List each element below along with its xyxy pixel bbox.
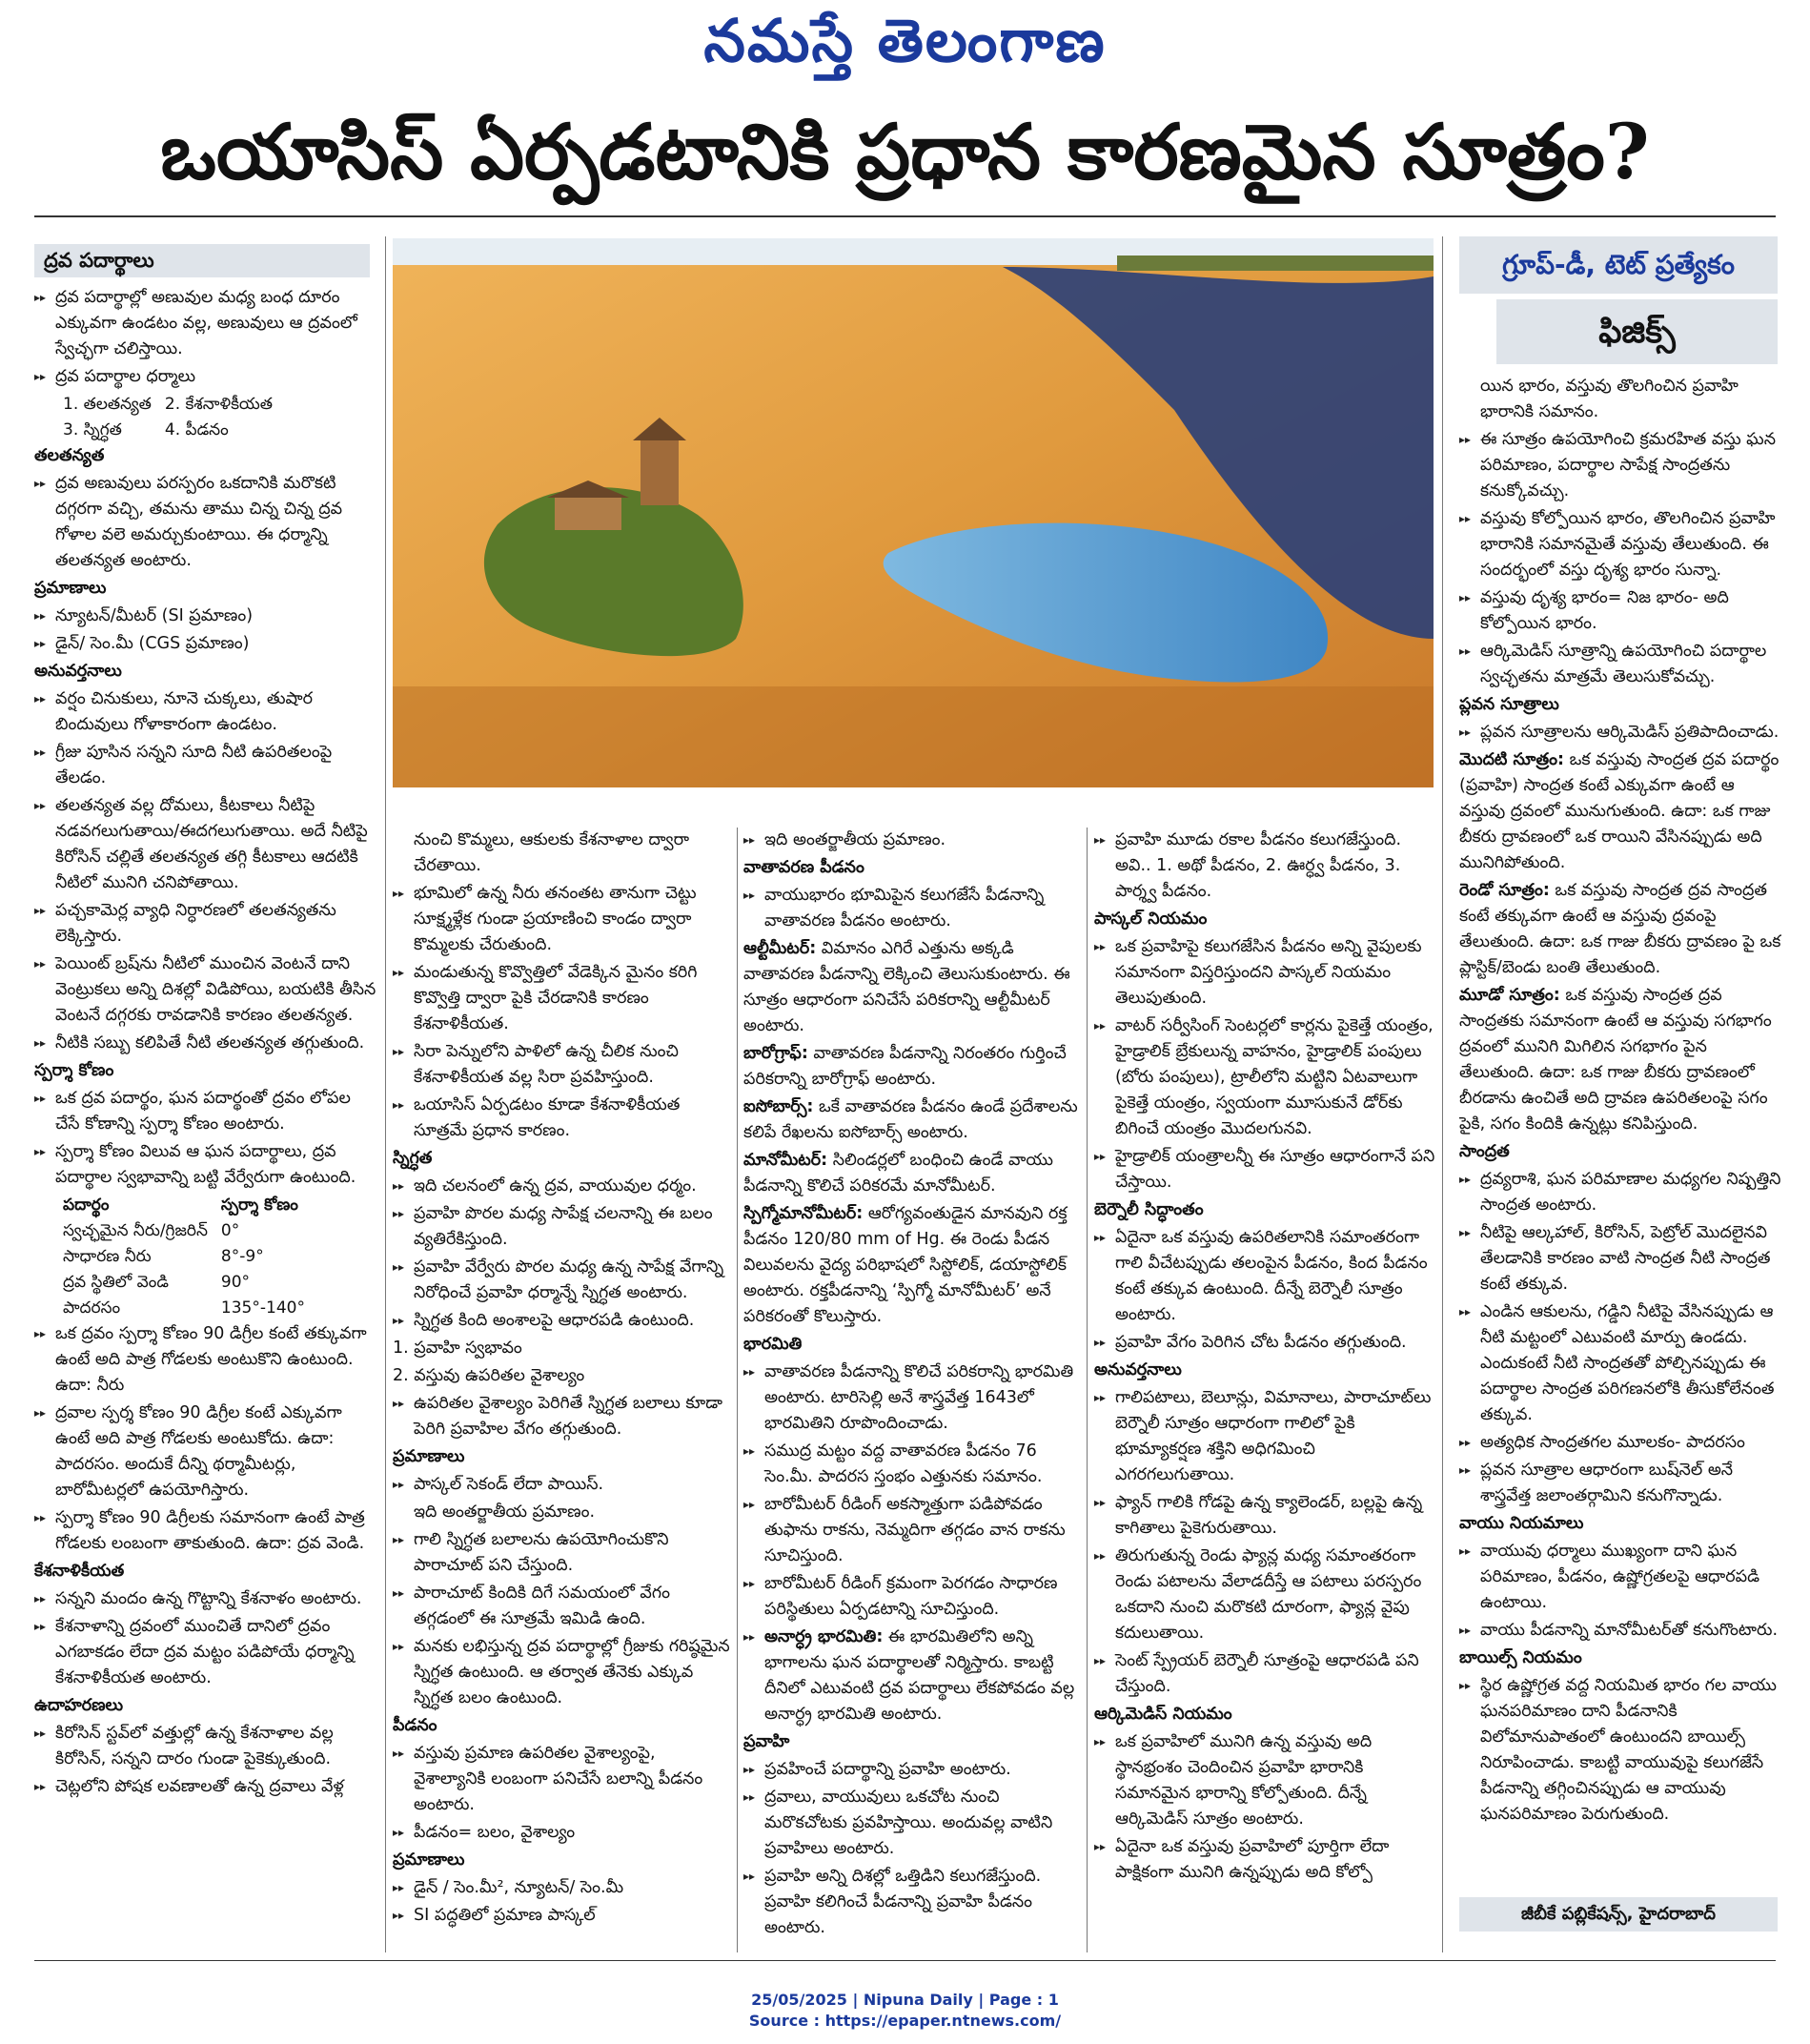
bullet: ▸▸ తిరుగుతున్న రెండు ఫ్యాన్ల మధ్య సమాంతరంగా రెండు పటాలను వేలాడదీస్తే ఆ పటాలు పరస్పరం ఒకదాని నుంచి మరొకటి దూరంగా, ఫ్యాన్ల వైపు కదులుతాయి. — [1094, 1543, 1435, 1646]
oasis-illustration — [393, 238, 1434, 787]
masthead-logo: నమస్తే తెలంగాణ — [703, 6, 1107, 75]
bullet: ▸▸ సముద్ర మట్టం వద్ద వాతావరణ పీడనం 76 సెం.మీ. పాదరస స్తంభం ఎత్తునకు సమానం. — [743, 1439, 1081, 1490]
subheading: ఉదాహరణలు — [34, 1696, 123, 1715]
column-5: యిన భారం, వస్తువు తొలగించిన ప్రవాహి భారానికి సమానం. ▸▸ ఈ సూత్రం ఉపయోగించి క్రమరహిత వస్తు ఘన పరిమాణం, పదార్థాల సాపేక్ష సాంద్రతను కనుక్కోవచ్చు. ▸▸ వస్తువు కోల్పోయిన భారం, తొలగించిన ప్రవాహి భారానికి సమానమైతే వస్తువు తేలుతుంది. ఈ సందర్భంలో వస్తు దృశ్య భారం సున్నా. ▸▸ వస్తువు దృశ్య భారం= నిజ భారం- అది కోల్పోయిన భారం. ▸▸ ఆర్కిమెడిస్ సూత్రాన్ని ఉపయోగించి పదార్థాల స్వచ్ఛతను మాత్రమే తెలుసుకోవచ్చు. ప్లవన సూత్రాలు ▸▸ ప్లవన సూత్రాలను ఆర్కిమెడిస్ ప్రతిపాదించాడు. మొదటి సూత్రం: ఒక వస్తువు సాంద్రత ద్రవ పదార్థం (ప్రవాహి) సాంద్రత కంటే ఎక్కువగా ఉంటే ఆ వస్తువు ద్రవంలో మునుగుతుంది. ఉదా: ఒక గాజు బీకరు ద్రావణంలో ఒక రాయిని వేసినప్పుడు అది మునిగిపోతుంది. రెండో సూత్రం: ఒక వస్తువు సాంద్రత ద్రవ సాంద్రత కంటే తక్కువగా ఉంటే ఆ వస్తువు ద్రవంపై తేలుతుంది. ఉదా: ఒక గాజు బీకరు ద్రావణం పై ఒక ప్లాస్టిక్/బెండు బంతి తేలుతుంది. మూడో సూత్రం: ఒక వస్తువు సాంద్రత ద్రవ సాంద్రతకు సమానంగా ఉంటే ఆ వస్తువు సగభాగం ద్రవంలో మునిగి మిగిలిన సగభాగం పైన తేలుతుంది. ఉదా: ఒక గాజు బీకరు ద్రావణంలో బీరడాను ఉంచితే అది ద్రావణ ఉపరితలంపై సగం పైకి, సగం కిందికి ఉన్నట్లు కనిపిస్తుంది. సాంద్రత ▸▸ ద్రవ్యరాశి, ఘన పరిమాణాల మధ్యగల నిష్పత్తిని సాంద్రత అంటారు. ▸▸ నీటిపై ఆల్కహాల్, కిరోసిన్, పెట్రోల్ మొదలైనవి తేలడానికి కారణం వాటి సాంద్రత నీటి సాంద్రత కంటే తక్కువ. ▸▸ ఎండిన ఆకులను, గడ్డిని నీటిపై వేసినప్పుడు ఆ నీటి మట్టంలో ఎటువంటి మార్పు ఉండదు. ఎందుకంటే నీటి సాంద్రతతో పోల్చినప్పుడు ఈ పదార్థాల సాంద్రత పరిగణనలోకి తీసుకోలేనంత తక్కువ. ▸▸ అత్యధిక సాంద్రతగల మూలకం- పాదరసం ▸▸ ప్లవన సూత్రాల ఆధారంగా బుష్‌నెల్ అనే శాస్త్రవేత్త జలాంతర్గామిని కనుగొన్నాడు. వాయు నియమాలు ▸▸ వాయువు ధర్మాలు ముఖ్యంగా దాని ఘన పరిమాణం, పీడనం, ఉష్ణోగ్రతలపై ఆధారపడి ఉంటాయి. ▸▸ వాయు పీడనాన్ని మానోమీటర్‌తో కనుగొంటారు. బాయిల్స్ నియమం ▸▸ స్థిర ఉష్ణోగ్రత వద్ద నియమిత భారం గల వాయు ఘనపరిమాణం దాని పీడనానికి విలోమానుపాతంలో ఉంటుందని బాయిల్స్ నిరూపించాడు. కాబట్టి వాయువుపై కలుగజేసే పీడనాన్ని తగ్గించినప్పుడు ఆ వాయువు ఘనపరిమాణం పెరుగుతుంది. — [1459, 374, 1781, 1891]
subheading: ప్రవాహి — [743, 1732, 790, 1751]
bullet: ▸▸ ఒక ద్రవం స్పర్శా కోణం 90 డిగ్రీల కంటే తక్కువగా ఉంటే అది పాత్ర గోడలకు అంటుకొని ఉంటుంది. ఉదా: నీరు — [34, 1321, 379, 1399]
bullet: ▸▸ ఒయాసిస్ ఏర్పడటం కూడా కేశనాళికీయత సూత్రమే ప్రధాన కారణం. — [393, 1093, 732, 1144]
subheading: బెర్నౌలీ సిద్ధాంతం — [1094, 1200, 1204, 1219]
footer-date-page: 25/05/2025 | Nipuna Daily | Page : 1 — [751, 1991, 1059, 2009]
subheading: ఆర్కిమెడిస్ నియమం — [1094, 1705, 1232, 1724]
subheading: పాస్కల్ నియమం — [1094, 910, 1208, 929]
properties-list: 1. తలతన్యత 2. కేశనాళికీయత 3. స్నిగ్ధత 4. పీడనం — [63, 395, 274, 439]
bullet: ▸▸ సెంట్ స్ప్రేయర్ బెర్నౌలీ సూత్రంపై ఆధారపడి పని చేస్తుంది. — [1094, 1648, 1435, 1700]
subheading: కేశనాళికీయత — [34, 1562, 125, 1581]
bullet: ▸▸ స్నిగ్ధత కింది అంశాలపై ఆధారపడి ఉంటుంది. — [393, 1308, 732, 1334]
bullet: ▸▸ స్పర్శా కోణం 90 డిగ్రీలకు సమానంగా ఉంటే పాత్ర గోడలకు లంబంగా తాకుతుంది. ఉదా: ద్రవ వెండి. — [34, 1505, 379, 1557]
paragraph: నుంచి కొమ్మలు, ఆకులకు కేశనాళాల ద్వారా చేరతాయి. — [414, 830, 689, 875]
page-headline: ఒయాసిస్ ఏర్పడటానికి ప్రధాన కారణమైన సూత్రం? — [160, 107, 1650, 196]
subheading: వాతావరణ పీడనం — [743, 858, 864, 877]
bullet: ▸▸ హైడ్రాలిక్ యంత్రాలన్నీ ఈ సూత్రం ఆధారంగానే పని చేస్తాయి. — [1094, 1144, 1435, 1196]
bullet: ▸▸ కేశనాళాన్ని ద్రవంలో ముంచితే దానిలో ద్రవం ఎగబాకడం లేదా ద్రవ మట్టం పడిపోయే ధర్మాన్ని కేశనాళికీయత అంటారు. — [34, 1614, 379, 1691]
bullet: ▸▸ ద్రవ పదార్థాల్లో అణువుల మధ్య బంధ దూరం ఎక్కువగా ఉండటం వల్ల, అణువులు ఆ ద్రవంలో స్వేచ్ఛగా చలిస్తాయి. — [34, 285, 379, 362]
bullet: ▸▸ ప్రవహించే పదార్థాన్ని ప్రవాహి అంటారు. — [743, 1757, 1081, 1783]
column-divider — [1442, 236, 1443, 1952]
oasis-photo — [393, 238, 1434, 787]
bullet: ▸▸ వస్తువు ప్రమాణ ఉపరితల వైశాల్యంపై, వైశాల్యానికి లంబంగా పనిచేసే బలాన్ని పీడనం అంటారు. — [393, 1741, 732, 1818]
bullet: ▸▸ బారోమీటర్ రీడింగ్ అకస్మాత్తుగా పడిపోవడం తుఫాను రాకను, నెమ్మదిగా తగ్గడం వాన రాకను సూచిస్తుంది. — [743, 1492, 1081, 1569]
bullet: ▸▸ వస్తువు కోల్పోయిన భారం, తొలగించిన ప్రవాహి భారానికి సమానమైతే వస్తువు తేలుతుంది. ఈ సందర్భంలో వస్తు దృశ్య భారం సున్నా. — [1459, 506, 1781, 583]
bullet: ▸▸ వాయుభారం భూమిపైన కలుగజేసే పీడనాన్ని వాతావరణ పీడనం అంటారు. — [743, 883, 1081, 934]
bullet: ▸▸ నీటికి సబ్బు కలిపితే నీటి తలతన్యత తగ్గుతుంది. — [34, 1031, 379, 1056]
bullet: ▸▸ పచ్చకామెర్ల వ్యాధి నిర్ధారణలో తలతన్యతను లెక్కిస్తారు. — [34, 898, 379, 950]
bullet: ▸▸ వస్తువు దృశ్య భారం= నిజ భారం- అది కోల్పోయిన భారం. — [1459, 585, 1781, 637]
bullet: ▸▸ ఇది చలనంలో ఉన్న ద్రవ, వాయువుల ధర్మం. — [393, 1174, 732, 1199]
bullet: ▸▸ చెట్లలోని పోషక లవణాలతో ఉన్న ద్రవాలు వేళ్ల — [34, 1774, 379, 1800]
bullet: ▸▸ పాస్కల్ సెకండ్ లేదా పాయిస్. — [393, 1472, 732, 1498]
column-divider — [385, 236, 386, 1952]
subheading: బాయిల్స్ నియమం — [1459, 1648, 1582, 1667]
column-divider — [1087, 828, 1088, 1952]
bullet: ▸▸ గాలి స్నిగ్ధత బలాలను ఉపయోగించుకొని పారాచూట్ పని చేస్తుంది. — [393, 1527, 732, 1579]
subheading: ప్రమాణాలు — [34, 579, 107, 598]
bullet: ▸▸ ప్రవాహి వేర్వేరు పొరల మధ్య ఉన్న సాపేక్ష వేగాన్ని నిరోధించే ప్రవాహి ధర్మాన్నే స్నిగ్ధత అంటారు. — [393, 1255, 732, 1306]
footer-source-link[interactable]: Source : https://epaper.ntnews.com/ — [748, 2012, 1062, 2030]
bullet: ▸▸ ప్లవన సూత్రాల ఆధారంగా బుష్‌నెల్ అనే శాస్త్రవేత్త జలాంతర్గామిని కనుగొన్నాడు. — [1459, 1458, 1781, 1509]
bullet: ▸▸ ప్రవాహి అన్ని దిశల్లో ఒత్తిడిని కలుగజేస్తుంది. ప్రవాహి కలిగించే పీడనాన్ని ప్రవాహి పీడనం అంటారు. — [743, 1864, 1081, 1941]
bullet: ▸▸ ద్రవాలు, వాయువులు ఒకచోట నుంచి మరొకచోటకు ప్రవహిస్తాయి. అందువల్ల వాటిని ప్రవాహిలు అంటారు. — [743, 1785, 1081, 1862]
column-divider — [737, 828, 738, 1952]
subheading: అనువర్తనాలు — [1094, 1360, 1182, 1380]
bullet: ▸▸ సిరా పెన్నులోని పాళిలో ఉన్న చీలిక నుంచి కేశనాళికీయత వల్ల సిరా ప్రవహిస్తుంది. — [393, 1039, 732, 1091]
column-1 — [34, 244, 379, 1958]
contact-angle-table: పదార్థం స్పర్శా కోణం స్వచ్ఛమైన నీరు/గ్రిజరిన్ 0° సాధారణ నీరు 8°-9° ద్రవ స్థితిలో వెండి 90° పాదరసం 135°-140° — [63, 1196, 305, 1318]
subheading: వాయు నియమాలు — [1459, 1514, 1584, 1533]
bullet: ▸▸ ఒక ద్రవ పదార్థం, ఘన పదార్థంతో ద్రవం లోపల చేసే కోణాన్ని స్పర్శా కోణం అంటారు. — [34, 1086, 379, 1137]
bullet: ▸▸ ద్రవ్యరాశి, ఘన పరిమాణాల మధ్యగల నిష్పత్తిని సాంద్రత అంటారు. — [1459, 1167, 1781, 1218]
bullet: ▸▸ ప్రవాహి వేగం పెరిగిన చోట పీడనం తగ్గుతుంది. — [1094, 1330, 1435, 1356]
list-item: 2. వస్తువు ఉపరితల వైశాల్యం — [393, 1366, 585, 1385]
bullet: ▸▸ స్థిర ఉష్ణోగ్రత వద్ద నియమిత భారం గల వాయు ఘనపరిమాణం దాని పీడనానికి విలోమానుపాతంలో ఉంటుందని బాయిల్స్ నిరూపించాడు. కాబట్టి వాయువుపై కలుగజేసే పీడనాన్ని తగ్గించినప్పుడు ఆ వాయువు ఘనపరిమాణం పెరుగుతుంది. — [1459, 1673, 1781, 1828]
bullet: ▸▸ ద్రవ అణువులు పరస్పరం ఒకదానికి మరొకటి దగ్గరగా వచ్చి, తమను తాము చిన్న చిన్న ద్రవ గోళాల వలె అమర్చుకుంటాయి. ఈ ధర్మాన్ని తలతన్యత అంటారు. — [34, 471, 379, 574]
group-d-tet-tag: గ్రూప్-డీ, టెట్ ప్రత్యేకం — [1459, 236, 1778, 294]
subheading: భారమితి — [743, 1335, 803, 1354]
bullet: ▸▸ ఉపరితల వైశాల్యం పెరిగితే స్నిగ్ధత బలాలు కూడా పెరిగి ప్రవాహిల వేగం తగ్గుతుంది. — [393, 1391, 732, 1442]
bullet: ▸▸ ఇది అంతర్జాతీయ ప్రమాణం. — [743, 828, 1081, 853]
bullet: ▸▸ ఏదైనా ఒక వస్తువు ప్రవాహిలో పూర్తిగా లేదా పాక్షికంగా మునిగి ఉన్నప్పుడు అది కోల్పో — [1094, 1834, 1435, 1886]
bullet: ▸▸ పెయింట్ బ్రష్‌ను నీటిలో ముంచిన వెంటనే దాని వెంట్రుకలు అన్ని దిశల్లో విడిపోయి, బయటికి తీసిన వెంటనే దగ్గరకు రావడానికి కారణం తలతన్యత. — [34, 951, 379, 1029]
bullet: ▸▸ SI పద్ధతిలో ప్రమాణ పాస్కల్ — [393, 1903, 732, 1929]
bullet: ▸▸ సన్నని మందం ఉన్న గొట్టాన్ని కేశనాళం అంటారు. — [34, 1586, 379, 1612]
bullet: ▸▸ ఎండిన ఆకులను, గడ్డిని నీటిపై వేసినప్పుడు ఆ నీటి మట్టంలో ఎటువంటి మార్పు ఉండదు. ఎందుకంటే నీటి సాంద్రతతో పోల్చినప్పుడు ఈ పదార్థాల సాంద్రత పరిగణనలోకి తీసుకోలేనంత తక్కువ. — [1459, 1299, 1781, 1428]
bullet: ▸▸ ఈ సూత్రం ఉపయోగించి క్రమరహిత వస్తు ఘన పరిమాణం, పదార్థాల సాపేక్ష సాంద్రతను కనుక్కోవచ్చు. — [1459, 427, 1781, 504]
bullet: ▸▸ ఒక ప్రవాహిలో మునిగి ఉన్న వస్తువు అది స్థానభ్రంశం చెందించిన ప్రవాహి భారానికి సమానమైన భారాన్ని కోల్పోతుంది. దీన్నే ఆర్కిమెడిస్ సూత్రం అంటారు. — [1094, 1729, 1435, 1832]
subheading: ప్రమాణాలు — [393, 1850, 465, 1870]
section-box-liquids: ద్రవ పదార్థాలు — [34, 244, 370, 277]
paragraph: ఇది అంతర్జాతీయ ప్రమాణం. — [414, 1502, 596, 1522]
top-divider — [34, 215, 1776, 217]
bullet: ▸▸ అత్యధిక సాంద్రతగల మూలకం- పాదరసం — [1459, 1430, 1781, 1456]
bullet: ▸▸ గాలిపటాలు, బెలూన్లు, విమానాలు, పారాచూట్‌లు బెర్నౌలీ సూత్రం ఆధారంగా గాలిలో పైకి భూమ్యాకర్షణ శక్తిని అధిగమించి ఎగరగలుగుతాయి. — [1094, 1385, 1435, 1488]
subheading: అనువర్తనాలు — [34, 662, 122, 681]
bullet: ▸▸ వాటర్ సర్వీసింగ్ సెంటర్లలో కార్లను పైకెత్తే యంత్రం, హైడ్రాలిక్ బ్రేకులున్న వాహనం, హైడ్రాలిక్ పంపులు (బోరు పంపులు), ట్రాలీలోని మట్టిని ఏటవాలుగా పైకెత్తే యంత్రం, స్వయంగా మూసుకునే డోర్‌కు బిగించే యంత్రం మొదలగునవి. — [1094, 1013, 1435, 1142]
bullet: ▸▸ నీటిపై ఆల్కహాల్, కిరోసిన్, పెట్రోల్ మొదలైనవి తేలడానికి కారణం వాటి సాంద్రత నీటి సాంద్రత కంటే తక్కువ. — [1459, 1220, 1781, 1298]
physics-tag: ఫిజిక్స్ — [1496, 299, 1778, 364]
bullet: ▸▸ ప్లవన సూత్రాలను ఆర్కిమెడిస్ ప్రతిపాదించాడు. — [1459, 720, 1781, 746]
bullet: ▸▸ ద్రవాల స్పర్శ కోణం 90 డిగ్రీల కంటే ఎక్కువగా ఉంటే అది పాత్ర గోడలకు అంటుకోదు. ఉదా: పాదరసం. అందుకే దీన్ని థర్మామీటర్లు, బారోమీటర్లలో ఉపయోగిస్తారు. — [34, 1400, 379, 1503]
subheading: తలతన్యత — [34, 446, 105, 465]
bullet: ▸▸ భూమిలో ఉన్న నీరు తనంతట తానుగా చెట్టు సూక్ష్మళ్లేక గుండా ప్రయాణించి కాండం ద్వారా కొమ్మలకు చేరుతుంది. — [393, 881, 732, 958]
bullet: ▸▸ వాతావరణ పీడనాన్ని కొలిచే పరికరాన్ని భారమితి అంటారు. టారిసెల్లి అనే శాస్త్రవేత్త 1643లో భారమితిని రూపొందించాడు. — [743, 1359, 1081, 1437]
column-2 — [393, 828, 732, 1958]
bullet: ▸▸ ఆర్కిమెడిస్ సూత్రాన్ని ఉపయోగించి పదార్థాల స్వచ్ఛతను మాత్రమే తెలుసుకోవచ్చు. — [1459, 639, 1781, 690]
list-item: 1. ప్రవాహి స్వభావం — [393, 1339, 522, 1358]
subheading: సాంద్రత — [1459, 1142, 1510, 1161]
bullet: ▸▸ వాయువు ధర్మాలు ముఖ్యంగా దాని ఘన పరిమాణం, పీడనం, ఉష్ణోగ్రతలపై ఆధారపడి ఉంటాయి. — [1459, 1539, 1781, 1616]
subheading: స్నిగ్ధత — [393, 1149, 433, 1168]
bullet: ▸▸ గ్రీజు పూసిన సన్నని సూది నీటి ఉపరితలంపై తేలడం. — [34, 740, 379, 791]
bullet: ▸▸ న్యూటన్/మీటర్ (SI ప్రమాణం) — [34, 603, 379, 629]
bullet: ▸▸ కిరోసిన్ స్టవ్‌లో వత్తుల్లో ఉన్న కేశనాళాల వల్ల కిరోసిన్, సన్నని దారం గుండా పైకెక్కుతుంది. — [34, 1721, 379, 1772]
column-4 — [1094, 828, 1435, 1958]
bullet: ▸▸ వాయు పీడనాన్ని మానోమీటర్‌తో కనుగొంటారు. — [1459, 1618, 1781, 1644]
subheading: స్పర్శా కోణం — [34, 1061, 114, 1080]
subheading: ప్లవన సూత్రాలు — [1459, 695, 1559, 714]
bullet: ▸▸ పీడనం= బలం, వైశాల్యం — [393, 1820, 732, 1846]
subheading: ప్రమాణాలు — [393, 1447, 465, 1466]
bullet: ▸▸ మండుతున్న కొవ్వొత్తిలో వేడెక్కిన మైనం కరిగి కొవ్వొత్తి ద్వారా పైకి చేరడానికి కారణం కేశనాళికీయత. — [393, 960, 732, 1037]
bottom-divider — [34, 1960, 1776, 1961]
bullet: ▸▸ స్పర్శా కోణం విలువ ఆ ఘన పదార్థాలు, ద్రవ పదార్థాల స్వభావాన్ని బట్టి వేర్వేరుగా ఉంటుంది. — [34, 1139, 379, 1191]
bullet: ▸▸ మనకు లభిస్తున్న ద్రవ పదార్థాల్లో గ్రీజుకు గరిష్ఠమైన స్నిగ్ధత ఉంటుంది. ఆ తర్వాత తేనెకు ఎక్కువ స్నిగ్ధత బలం ఉంటుంది. — [393, 1634, 732, 1711]
bullet: ▸▸ డైన్ / సెం.మీ², న్యూటన్/ సెం.మీ — [393, 1875, 732, 1901]
bullet: ▸▸ ఒక ప్రవాహిపై కలుగజేసిన పీడనం అన్ని వైపులకు సమానంగా విస్తరిస్తుందని పాస్కల్ నియమం తెలుపుతుంది. — [1094, 934, 1435, 1012]
subheading: పీడనం — [393, 1716, 437, 1735]
publisher-credit: జీబీకే పబ్లికేషన్స్, హైదరాబాద్ — [1459, 1897, 1778, 1932]
bullet: ▸▸ బారోమీటర్ రీడింగ్ క్రమంగా పెరగడం సాధారణ పరిస్థితులు ఏర్పడటాన్ని సూచిస్తుంది. — [743, 1571, 1081, 1623]
bullet: ▸▸ తలతన్యత వల్ల దోమలు, కీటకాలు నీటిపై నడవగలుగుతాయి/ఈదగలుగుతాయి. అదే నీటిపై కిరోసిన్ చల్లితే తలతన్యత తగ్గి కీటకాలు ఆదటికి నీటిలో మునిగి చనిపోతాయి. — [34, 793, 379, 896]
bullet: ▸▸ పారాచూట్ కిందికి దిగే సమయంలో వేగం తగ్గడంలో ఈ సూత్రమే ఇమిడి ఉంది. — [393, 1581, 732, 1632]
bullet: ▸▸ ప్రవాహి మూడు రకాల పీడనం కలుగజేస్తుంది. అవి.. 1. అథో పీడనం, 2. ఊర్ధ్వ పీడనం, 3. పార్శ్వ పీడనం. — [1094, 828, 1435, 905]
bullet: ▸▸ ఏదైనా ఒక వస్తువు ఉపరితలానికి సమాంతరంగా గాలి వీచేటప్పుడు తలంపైన పీడనం, కింద పీడనం కంటే తక్కువ ఉంటుంది. దీన్నే బెర్నౌలీ సూత్రం అంటారు. — [1094, 1225, 1435, 1328]
bullet: ▸▸ వర్షం చినుకులు, నూనె చుక్కలు, తుషార బిందువులు గోళాకారంగా ఉండటం. — [34, 686, 379, 738]
paragraph: యిన భారం, వస్తువు తొలగించిన ప్రవాహి భారానికి సమానం. — [1480, 377, 1739, 421]
bullet: ▸▸ ప్రవాహి పొరల మధ్య సాపేక్ష చలనాన్ని ఈ బలం వ్యతిరేకిస్తుంది. — [393, 1201, 732, 1253]
bullet: ▸▸ ద్రవ పదార్థాల ధర్మాలు — [34, 364, 379, 390]
column-3: ▸▸ ఇది అంతర్జాతీయ ప్రమాణం. వాతావరణ పీడనం ▸▸ వాయుభారం భూమిపైన కలుగజేసే పీడనాన్ని వాతావరణ పీడనం అంటారు. ఆల్టీమీటర్: విమానం ఎగిరే ఎత్తును అక్కడి వాతావరణ పీడనాన్ని లెక్కించి తెలుసుకుంటారు. ఈ సూత్రం ఆధారంగా పనిచేసే పరికరాన్ని ఆల్టీమీటర్ అంటారు. బారోగ్రాఫ్: వాతావరణ పీడనాన్ని నిరంతరం గుర్తించే పరికరాన్ని బారోగ్రాఫ్ అంటారు. ఐసోబార్స్: ఒకే వాతావరణ పీడనం ఉండే ప్రదేశాలను కలిపే రేఖలను ఐసోబార్స్ అంటారు. మానోమీటర్: సిలిండర్లలో బంధించి ఉండే వాయు పీడనాన్ని కొలిచే పరికరమే మానోమీటర్. స్పిగ్మోమానోమీటర్: ఆరోగ్యవంతుడైన మానవుని రక్త పీడనం 120/80 mm of Hg. ఈ రెండు పీడన విలువలను వైద్య పరిభాషలో సిస్టోలిక్, డయాస్టోలిక్ అంటారు. రక్తపీడనాన్ని ‘స్పిగ్మో మానోమీటర్’ అనే పరికరంతో కొలుస్తారు. భారమితి ▸▸ వాతావరణ పీడనాన్ని కొలిచే పరికరాన్ని భారమితి అంటారు. టారిసెల్లి అనే శాస్త్రవేత్త 1643లో భారమితిని రూపొందించాడు. ▸▸ సముద్ర మట్టం వద్ద వాతావరణ పీడనం 76 సెం.మీ. పాదరస స్తంభం ఎత్తునకు సమానం. ▸▸ బారోమీటర్ రీడింగ్ అకస్మాత్తుగా పడిపోవడం తుఫాను రాకను, నెమ్మదిగా తగ్గడం వాన రాకను సూచిస్తుంది. ▸▸ బారోమీటర్ రీడింగ్ క్రమంగా పెరగడం సాధారణ పరిస్థితులు ఏర్పడటాన్ని సూచిస్తుంది. ▸▸ అనార్ధ్ర భారమితి: ఈ భారమితిలోని అన్ని భాగాలను ఘన పదార్థాలతో నిర్మిస్తారు. కాబట్టి దీనిలో ఎటువంటి ద్రవ పదార్థాలు లేకపోవడం వల్ల అనార్ధ్ర భారమితి అంటారు. ప్రవాహి ▸▸ ప్రవహించే పదార్థాన్ని ప్రవాహి అంటారు. ▸▸ ద్రవాలు, వాయువులు ఒకచోట నుంచి మరొకచోటకు ప్రవహిస్తాయి. అందువల్ల వాటిని ప్రవాహిలు అంటారు. ▸▸ ప్రవాహి అన్ని దిశల్లో ఒత్తిడిని కలుగజేస్తుంది. ప్రవాహి కలిగించే పీడనాన్ని ప్రవాహి పీడనం అంటారు. — [743, 828, 1081, 1958]
bullet: ▸▸ ఫ్యాన్ గాలికి గోడపై ఉన్న క్యాలెండర్, బల్లపై ఉన్న కాగితాలు పైకెగురుతాయి. — [1094, 1490, 1435, 1542]
bullet: ▸▸ డైన్/ సెం.మీ (CGS ప్రమాణం) — [34, 631, 379, 657]
